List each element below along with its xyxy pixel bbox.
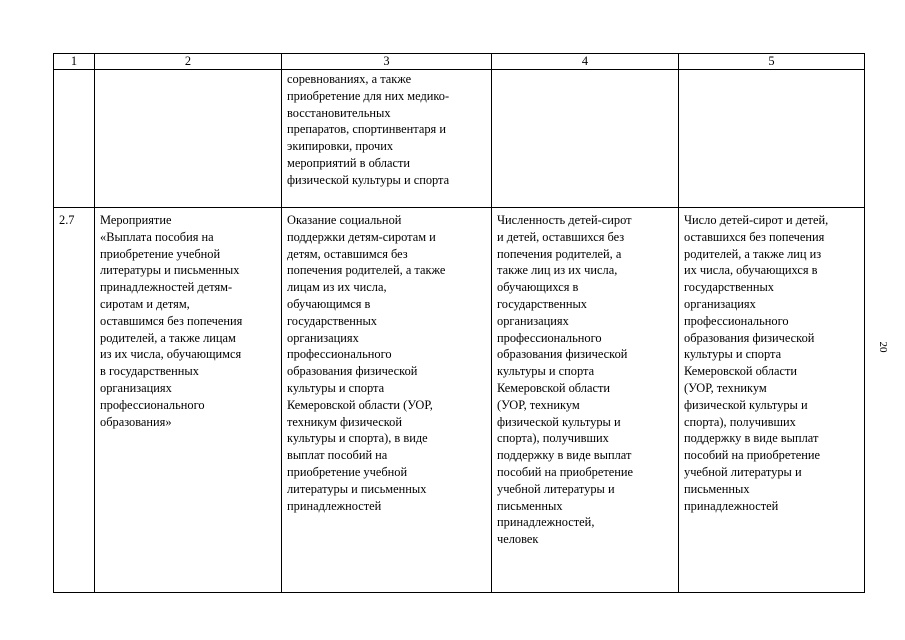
program-table	[53, 53, 865, 593]
cell-event: Мероприятие «Выплата пособия на приобретение учебной литературы и письменных принадлежностей детям- сиротам и детям, оставшимся без попечения родителей, а также лицам из их числа, обучающимся в государственных организациях профессионального образования»	[95, 208, 282, 593]
table-row	[54, 208, 865, 593]
table-row	[54, 70, 865, 208]
cell-result	[679, 70, 865, 208]
header-row	[54, 54, 865, 70]
cell-number	[54, 70, 95, 208]
cell-number: 2.7	[54, 208, 95, 593]
cell-content: Оказание социальной поддержки детям-сиротам и детям, оставшимся без попечения родителей, а также лицам из их числа, обучающимся в государственных организациях профессионального образования физической культуры и спорта Кемеровской области (УОР, техникум физической культуры и спорта), в виде выплат пособий на приобретение учебной литературы и письменных принадлежностей	[282, 208, 492, 593]
header-col-4: 4	[492, 54, 679, 70]
cell-content: соревнованиях, а также приобретение для них медико- восстановительных препаратов, спортинвентаря и экипировки, прочих мероприятий в области физической культуры и спорта	[282, 70, 492, 208]
cell-indicator	[492, 70, 679, 208]
header-col-2: 2	[95, 54, 282, 70]
header-col-1: 1	[54, 54, 95, 70]
cell-result: Число детей-сирот и детей, оставшихся без попечения родителей, а также лиц из их числа, обучающихся в государственных организациях профессионального образования физической культуры и спорта Кемеровской области (УОР, техникум физической культуры и спорта), получивших поддержку в виде выплат пособий на приобретение учебной литературы и письменных принадлежностей	[679, 208, 865, 593]
header-col-5: 5	[679, 54, 865, 70]
header-col-3: 3	[282, 54, 492, 70]
page-number: 20	[877, 341, 889, 353]
cell-event	[95, 70, 282, 208]
cell-indicator: Численность детей-сирот и детей, оставшихся без попечения родителей, а также лиц из их числа, обучающихся в государственных организациях профессионального образования физической культуры и спорта Кемеровской области (УОР, техникум физической культуры и спорта), получивших поддержку в виде выплат пособий на приобретение учебной литературы и письменных принадлежностей, человек	[492, 208, 679, 593]
